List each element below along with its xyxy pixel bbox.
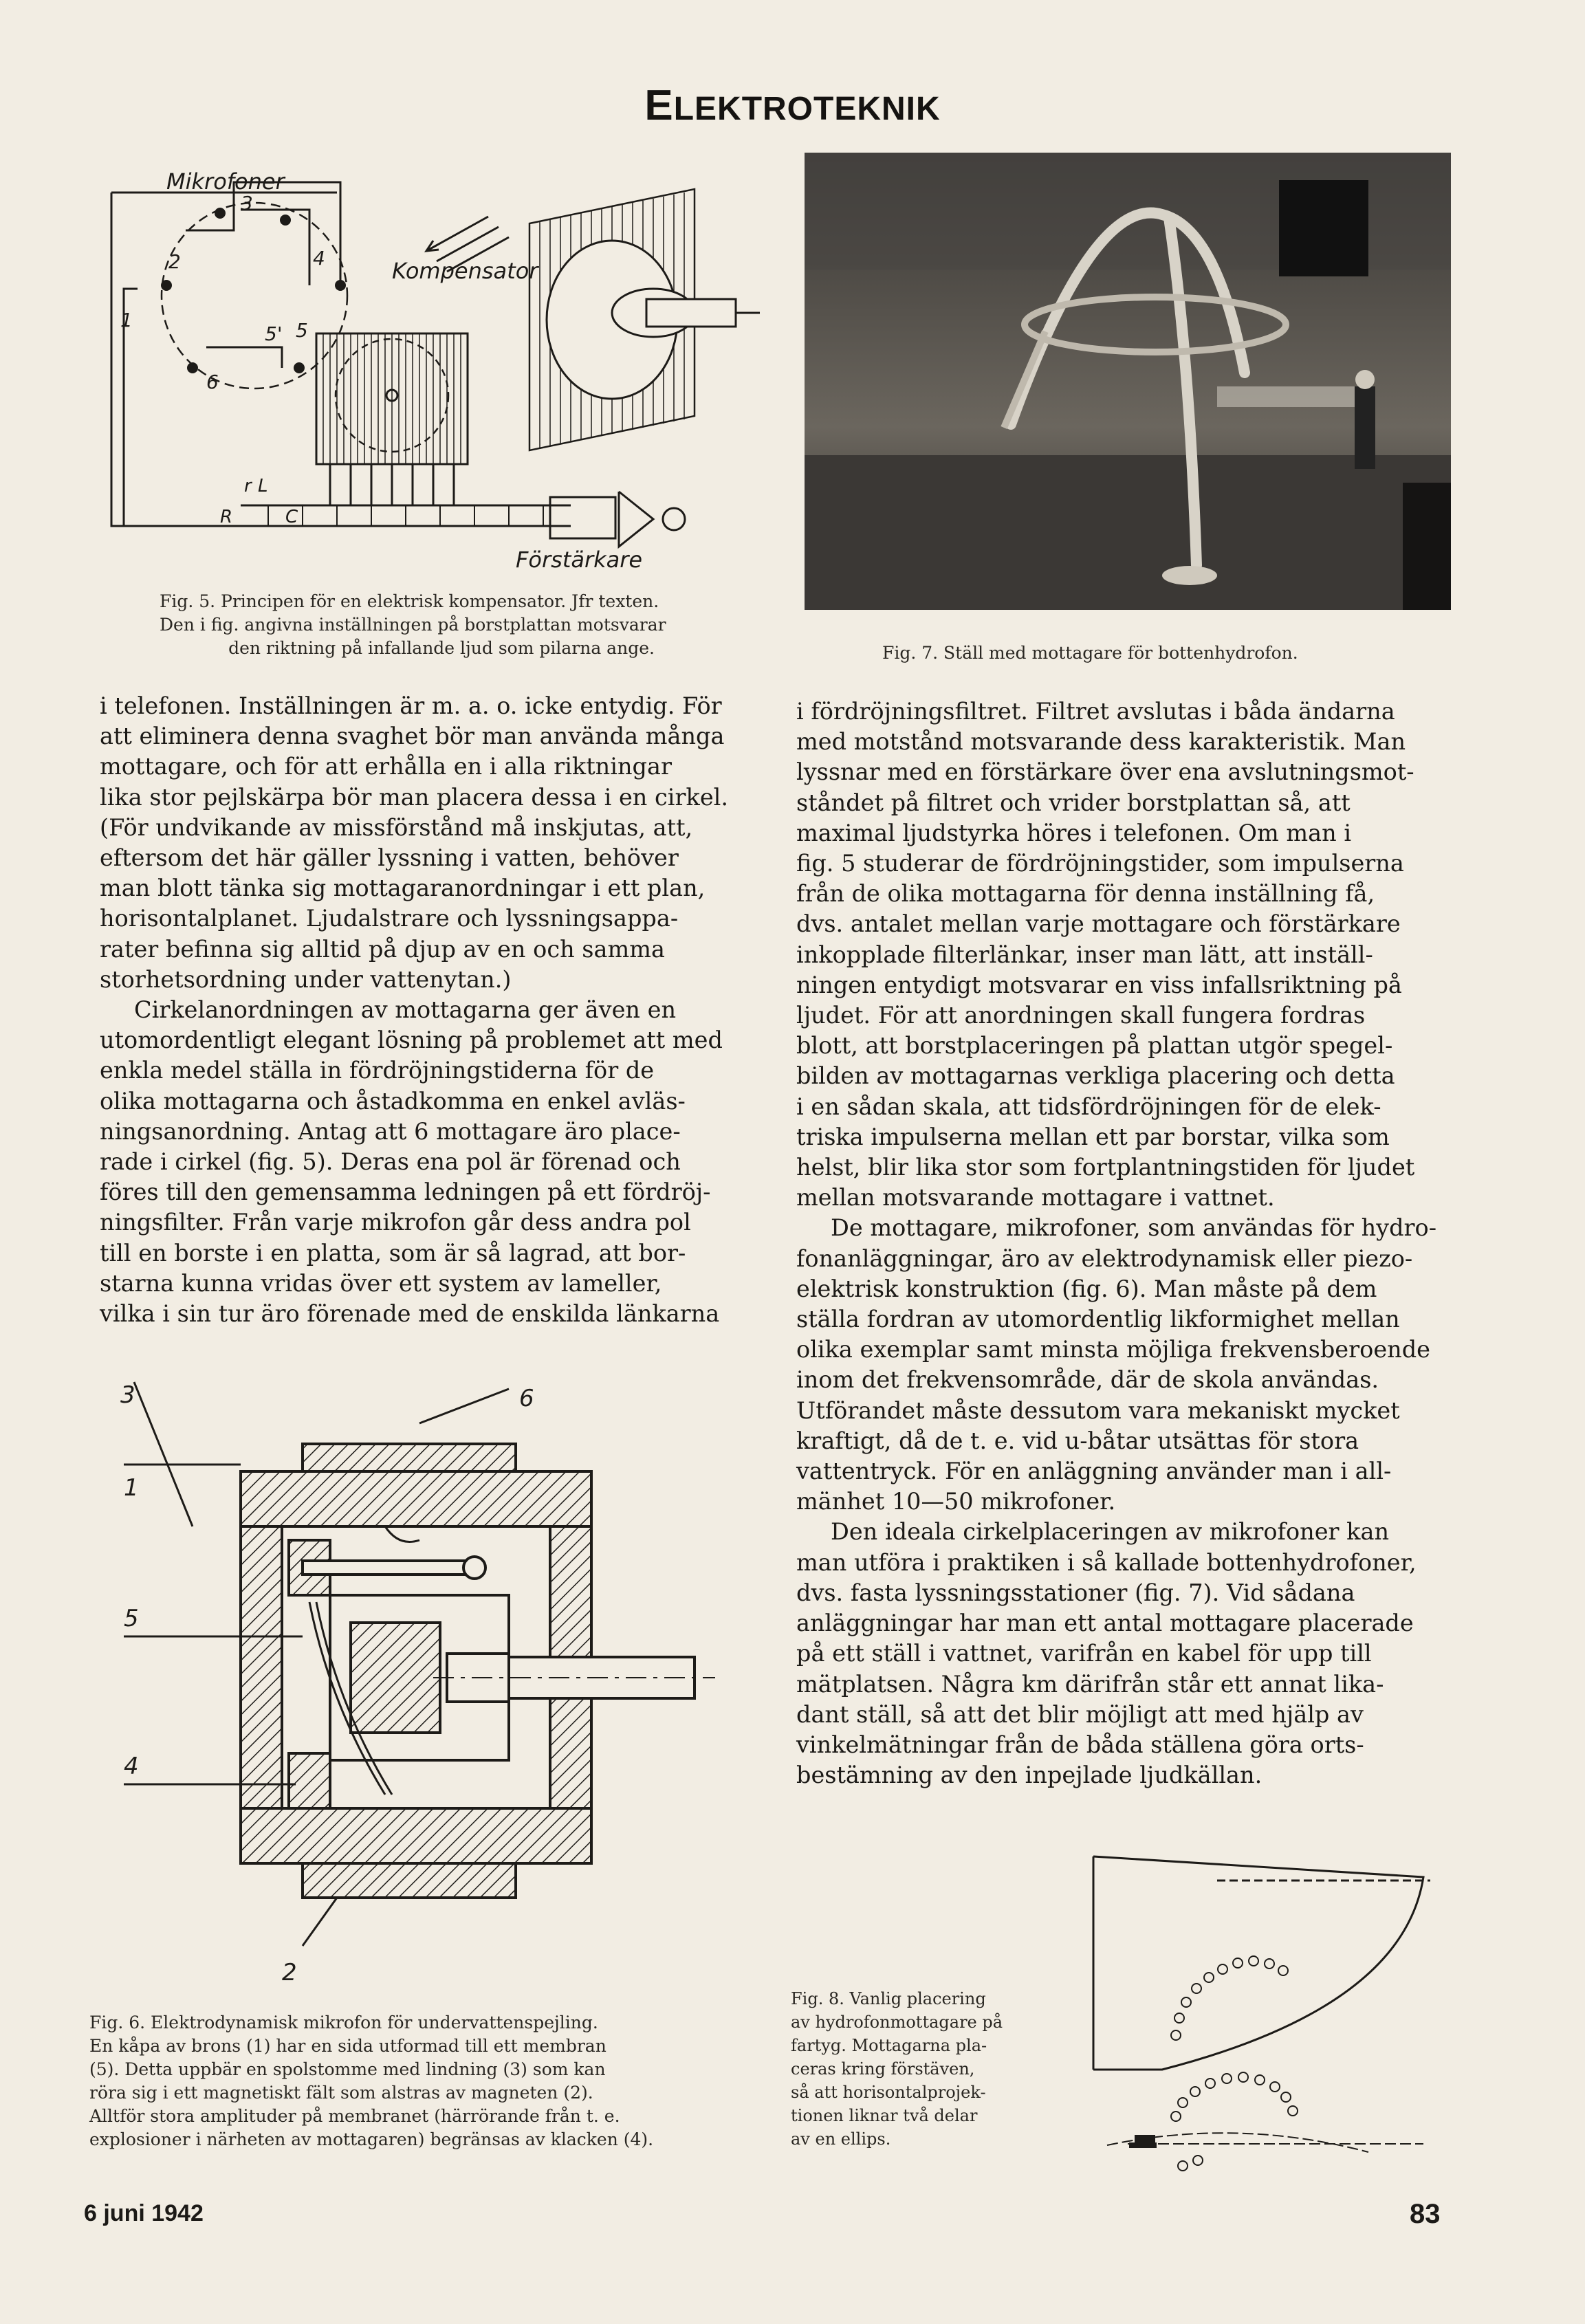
text-line: kraftigt, då de t. e. vid u-båtar utsättas för stora <box>796 1427 1359 1454</box>
label-n6: 6 <box>519 1385 534 1412</box>
text-line: (För undvikande av missförstånd må inskjutas, att, <box>100 813 693 841</box>
fig6-caption-line: röra sig i ett magnetiskt fält som alstras av magneten (2). <box>89 2083 593 2103</box>
text-line: föres till den gemensamma ledningen på ett fördröj- <box>100 1179 711 1206</box>
text-line: på ett ställ i vattnet, varifrån en kabel för upp till <box>796 1640 1372 1667</box>
text-line: vilka i sin tur äro förenade med de enskilda länkarna <box>100 1300 720 1328</box>
text-line: starna kunna vridas över ett system av lameller, <box>100 1269 662 1297</box>
text-line: olika mottagarna och åstadkomma en enkel avläs- <box>100 1087 686 1115</box>
text-line: fig. 5 studerar de fördröjningstider, som impulserna <box>796 850 1404 877</box>
text-line: mellan motsvarande mottagare i vattnet. <box>796 1184 1275 1212</box>
text-line: enkla medel ställa in fördröjningstiderna för de <box>100 1057 655 1084</box>
label-m4: 4 <box>313 247 325 270</box>
header-initial: E <box>644 82 674 129</box>
fig6-caption <box>89 2011 750 2151</box>
fig6-microphone-section <box>120 1381 729 1987</box>
text-line: bilden av mottagarnas verkliga placering och detta <box>796 1062 1395 1090</box>
text-line: man blott tänka sig mottagaranordningar i ett plan, <box>100 875 706 902</box>
text-line: vattentryck. För en anläggning använder man i all- <box>796 1458 1392 1485</box>
fig5-compensator-schematic <box>103 162 763 574</box>
text-line: rater befinna sig alltid på djup av en och samma <box>100 935 665 963</box>
fig5-caption <box>160 590 765 660</box>
right-column <box>796 697 1456 1790</box>
label-n4: 4 <box>124 1753 139 1780</box>
text-line: lika stor pejlskärpa bör man placera dessa i en cirkel. <box>100 783 729 811</box>
text-line: mätplatsen. Några km därifrån står ett annat lika- <box>796 1670 1384 1698</box>
label-m1: 1 <box>120 309 133 331</box>
label-n5: 5 <box>124 1605 139 1632</box>
text-line: inom det frekvensområde, där de skola användas. <box>796 1366 1379 1394</box>
text-line: i fördröjningsfiltret. Filtret avslutas i båda ändarna <box>796 698 1395 725</box>
label-c: C <box>285 507 298 527</box>
text-line: eftersom det här gäller lyssning i vatten, behöver <box>100 844 679 872</box>
text-line: horisontalplanet. Ljudalstrare och lyssningsappa- <box>100 905 679 932</box>
fig6-caption-line: Fig. 6. Elektrodynamisk mikrofon för undervattenspejling. <box>89 2013 598 2032</box>
text-line: att eliminera denna svaghet bör man använda många <box>100 723 725 750</box>
page-number: 83 <box>1410 2199 1441 2229</box>
text-line: ningsfilter. Från varje mikrofon går dess andra pol <box>100 1209 691 1236</box>
fig6-caption-line: (5). Detta uppbär en spolstomme med lindning (3) som kan <box>89 2059 606 2079</box>
fig5-caption-line: Den i fig. angivna inställningen på borstplattan motsvarar <box>160 615 666 635</box>
text-line: dant ställ, så att det blir möjligt att med hjälp av <box>796 1700 1364 1728</box>
text-line: ståndet på filtret och vrider borstplattan så, att <box>796 789 1351 816</box>
text-line: maximal ljudstyrka höres i telefonen. Om man i <box>796 819 1352 846</box>
fig5-caption-line: Fig. 5. Principen för en elektrisk kompensator. Jfr texten. <box>160 591 659 611</box>
fig8-ship-bow-diagram <box>1080 1843 1437 2166</box>
label-m5: 5 <box>296 319 308 342</box>
text-line: i telefonen. Inställningen är m. a. o. icke entydig. För <box>100 692 722 719</box>
text-line: storhetsordning under vattenytan.) <box>100 965 512 993</box>
label-forstarkare: Förstärkare <box>516 547 643 573</box>
label-m5p: 5' <box>265 322 283 345</box>
fig8-caption-line: av en ellips. <box>791 2129 891 2149</box>
text-line: dvs. antalet mellan varje mottagare och förstärkare <box>796 910 1401 938</box>
label-kompensator: Kompensator <box>392 258 538 284</box>
fig8-caption-line: av hydrofonmottagare på <box>791 2013 1003 2032</box>
label-n2: 2 <box>282 1959 297 1986</box>
fig6-caption-line: En kåpa av brons (1) har en sida utformad till ett membran <box>89 2036 606 2056</box>
text-line: helst, blir lika stor som fortplantningstiden för ljudet <box>796 1154 1415 1181</box>
text-line: Cirkelanordningen av mottagarna ger även en <box>134 996 677 1024</box>
label-mikrofoner: Mikrofoner <box>166 168 285 195</box>
text-line: olika exemplar samt minsta möjliga frekvensberoende <box>796 1336 1430 1363</box>
label-n1: 1 <box>124 1474 139 1502</box>
text-line: fonanläggningar, äro av elektrodynamisk eller piezo- <box>796 1245 1413 1272</box>
text-line: till en borste i en platta, som är så lagrad, att bor- <box>100 1239 686 1267</box>
text-line: blott, att borstplaceringen på plattan utgör spegel- <box>796 1032 1393 1060</box>
fig8-caption-line: Fig. 8. Vanlig placering <box>791 1989 986 2008</box>
label-m2: 2 <box>168 250 181 273</box>
text-line: inkopplade filterlänkar, inser man lätt, att inställ- <box>796 941 1373 968</box>
text-line: ljudet. För att anordningen skall fungera fordras <box>796 1002 1366 1029</box>
fig8-caption-line: fartyg. Mottagarna pla- <box>791 2036 987 2055</box>
text-line: dvs. fasta lyssningsstationer (fig. 7). Vid sådana <box>796 1579 1355 1606</box>
text-line: ningsanordning. Antag att 6 mottagare äro place- <box>100 1117 681 1145</box>
text-line: man utföra i praktiken i så kallade bottenhydrofoner, <box>796 1548 1417 1576</box>
text-line: ningen entydigt motsvarar en viss infallsriktning på <box>796 971 1402 998</box>
text-line: i en sådan skala, att tidsfördröjningen för de elek- <box>796 1093 1381 1120</box>
text-line: mottagare, och för att erhålla en i alla riktningar <box>100 753 672 780</box>
text-line: utomordentligt elegant lösning på problemet att med <box>100 1027 723 1054</box>
label-m6: 6 <box>206 371 219 393</box>
text-line: med motstånd motsvarande dess karakteristik. Man <box>796 728 1406 756</box>
label-n3: 3 <box>120 1381 135 1409</box>
fig7-photo <box>805 153 1451 610</box>
text-line: De mottagare, mikrofoner, som användas för hydro- <box>831 1214 1437 1242</box>
fig8-caption-line: tionen liknar två delar <box>791 2106 978 2125</box>
label-l: L <box>258 476 268 496</box>
label-r: r <box>244 476 252 496</box>
text-line: mänhet 10—50 mikrofoner. <box>796 1488 1116 1515</box>
section-header <box>0 81 1585 130</box>
text-line: elektrisk konstruktion (fig. 6). Man måste på dem <box>796 1275 1377 1302</box>
fig8-caption-line: ceras kring förstäven, <box>791 2059 975 2079</box>
fig8-caption-line: så att horisontalprojek- <box>791 2083 986 2102</box>
text-line: ställa fordran av utomordentlig likformighet mellan <box>796 1306 1400 1333</box>
fig6-caption-line: Alltför stora amplituder på membranet (härrörande från t. e. <box>89 2106 620 2126</box>
text-line: rade i cirkel (fig. 5). Deras ena pol är förenad och <box>100 1148 681 1176</box>
fig8-caption <box>791 1987 1066 2151</box>
label-R: R <box>220 507 233 527</box>
fig7-caption: Fig. 7. Ställ med mottagare för bottenhydrofon. <box>882 643 1298 663</box>
text-line: Utförandet måste dessutom vara mekaniskt mycket <box>796 1396 1400 1424</box>
text-line: bestämning av den inpejlade ljudkällan. <box>796 1762 1262 1789</box>
text-line: lyssnar med en förstärkare över ena avslutningsmot- <box>796 758 1414 786</box>
text-line: anläggningar har man ett antal mottagare placerade <box>796 1610 1414 1637</box>
fig6-caption-line: explosioner i närheten av mottagaren) begränsas av klacken (4). <box>89 2129 654 2149</box>
fig5-caption-line: den riktning på infallande ljud som pilarna ange. <box>228 638 655 658</box>
text-line: triska impulserna mellan ett par borstar, vilka som <box>796 1123 1390 1150</box>
header-rest: LEKTROTEKNIK <box>673 91 941 127</box>
text-line: Den ideala cirkelplaceringen av mikrofoner kan <box>831 1518 1390 1546</box>
issue-date: 6 juni 1942 <box>84 2200 204 2226</box>
left-column <box>100 691 760 1329</box>
label-m3: 3 <box>241 192 253 215</box>
text-line: från de olika mottagarna för denna inställning få, <box>796 880 1375 908</box>
text-line: vinkelmätningar från de båda ställena göra orts- <box>796 1731 1364 1758</box>
